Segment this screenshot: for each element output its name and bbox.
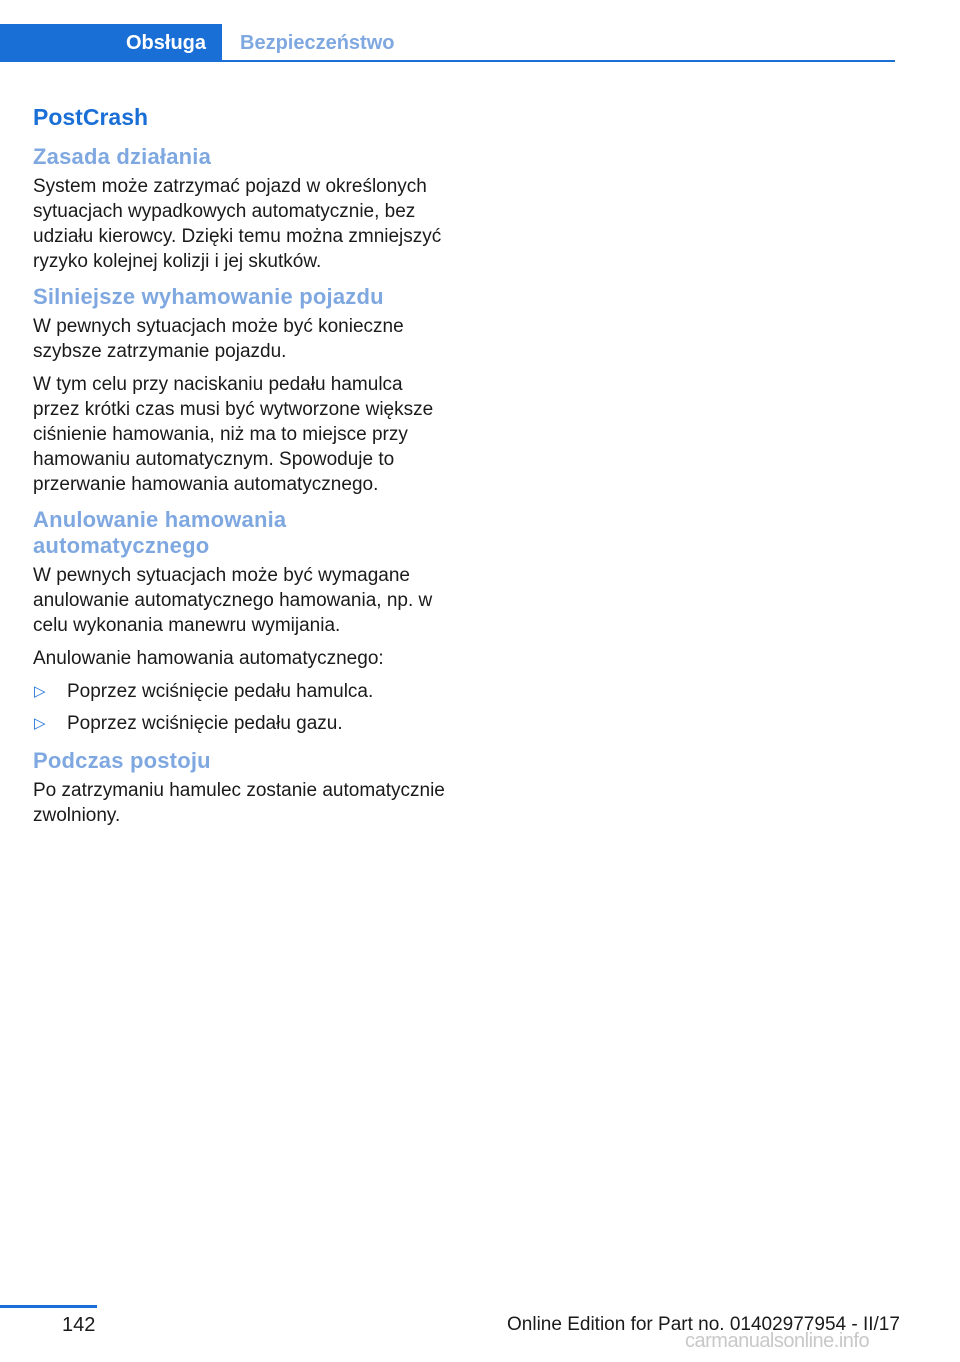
- page-number: 142: [62, 1314, 96, 1336]
- watermark: carmanualsonline.info: [685, 1330, 870, 1352]
- footer-rule: [0, 1305, 97, 1308]
- section-heading-zasada: Zasada działania: [33, 144, 212, 169]
- section-paragraph: Anulowanie hamowania automatycznego:: [33, 648, 384, 669]
- bullet-list: [33, 679, 453, 736]
- section-heading-wyhamowanie: Silniejsze wyhamowanie pojazdu: [33, 284, 384, 309]
- section-paragraph: System może zatrzymać pojazd w określonych sytuacjach wypadkowych automatycznie, bez udziału kierowcy. Dzięki temu można zmniejszyć ryzyko kolejnej kolizji i jej skutków.: [33, 176, 442, 272]
- triangle-bullet-icon: ▷: [34, 683, 46, 700]
- page-content: [33, 100, 453, 836]
- list-item-text: Poprzez wciśnięcie pedału hamulca.: [67, 681, 374, 702]
- page-title: PostCrash: [33, 104, 149, 130]
- list-item: [33, 711, 453, 736]
- list-item-text: Poprzez wciśnięcie pedału gazu.: [67, 713, 343, 734]
- edition-note: Online Edition for Part no. 01402977954 - II/17: [507, 1314, 900, 1335]
- section-paragraph: Po zatrzymaniu hamulec zostanie automatycznie zwolniony.: [33, 780, 445, 826]
- header-tab-bezpieczenstwo[interactable]: Bezpieczeństwo: [240, 31, 395, 54]
- section-paragraph: W pewnych sytuacjach może być wymagane anulowanie automatycznego hamowania, np. w celu wykonania manewru wymijania.: [33, 565, 433, 636]
- section-heading-postoj: Podczas postoju: [33, 748, 211, 773]
- page-header: [0, 24, 895, 62]
- section-paragraph: W pewnych sytuacjach może być konieczne szybsze zatrzymanie pojazdu.: [33, 316, 404, 362]
- list-item: [33, 679, 453, 704]
- triangle-bullet-icon: ▷: [34, 715, 46, 732]
- section-heading-anulowanie: Anulowanie hamowania automatycznego: [33, 507, 287, 558]
- section-paragraph: W tym celu przy naciskaniu pedału hamulca przez krótki czas musi być wytworzone większe ciśnienie hamowania, niż ma to miejsce przy hamowaniu automatycznym. Spowoduje to przerwanie hamowania automatycznego.: [33, 374, 434, 495]
- header-rule: [0, 60, 895, 62]
- header-tab-obsluga[interactable]: Obsługa: [0, 24, 222, 62]
